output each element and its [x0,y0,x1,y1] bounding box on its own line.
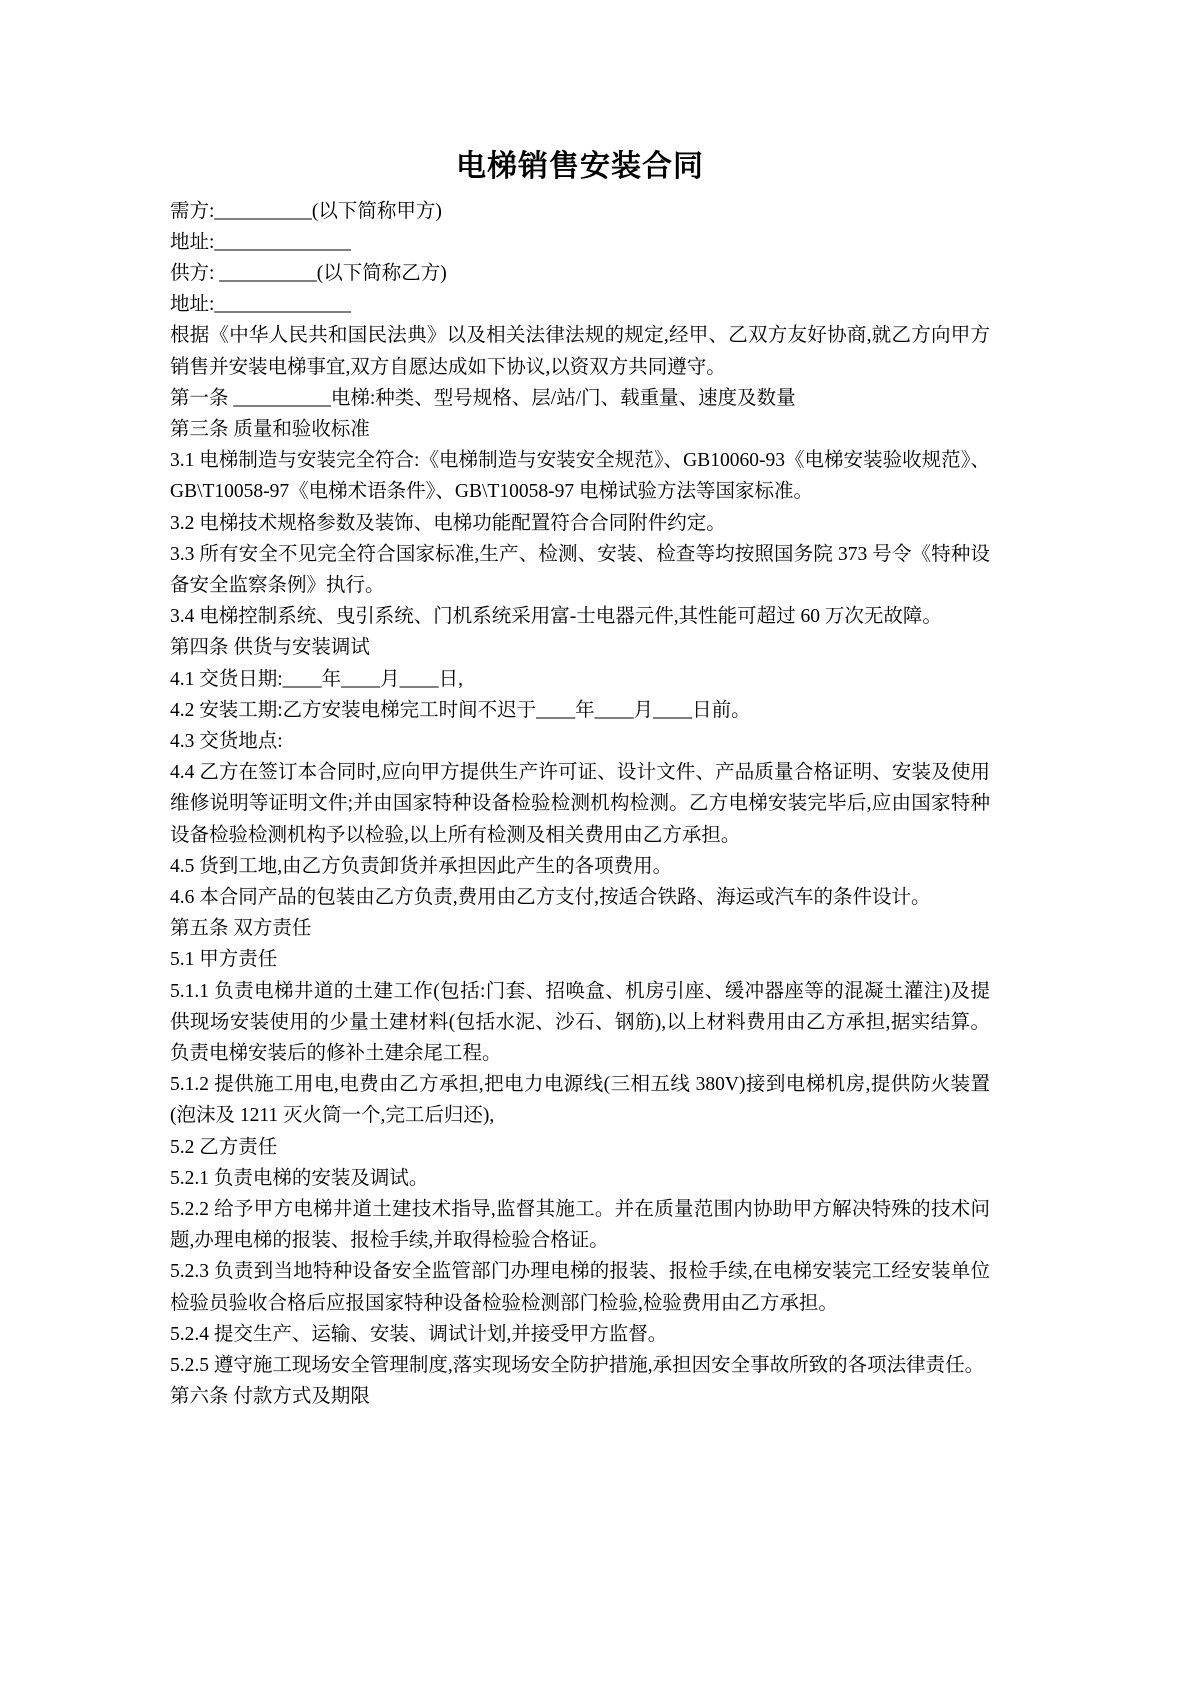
clause-4-5: 4.5 货到工地,由乙方负责卸货并承担因此产生的各项费用。 [170,855,673,877]
clause-4-6: 4.6 本合同产品的包装由乙方负责,费用由乙方支付,按适合铁路、海运或汽车的条件设计。 [170,886,931,908]
clause-5-1-2: 5.1.2 提供施工用电,电费由乙方承担,把电力电源线(三相五线 380V)接到电梯机房,提供防火装置(泡沫及 1211 灭火筒一个,完工后归还), [170,1074,990,1127]
document-body [170,196,990,1413]
clause-5-2-5: 5.2.5 遵守施工现场安全管理制度,落实现场安全防护措施,承担因安全事故所致的各项法律责任。 [170,1355,985,1377]
clause-4-2: 4.2 安装工期:乙方安装电梯完工时间不迟于____年____月____日前。 [170,699,751,721]
clause-5-2-4: 5.2.4 提交生产、运输、安装、调试计划,并接受甲方监督。 [170,1323,668,1345]
article-3-heading: 第三条 质量和验收标准 [170,418,370,440]
clause-5-2-2: 5.2.2 给予甲方电梯井道土建技术指导,监督其施工。并在质量范围内协助甲方解决特殊的技术问题,办理电梯的报装、报检手续,并取得检验合格证。 [170,1199,990,1252]
supplier-address: 地址:______________ [170,294,351,316]
clause-5-2: 5.2 乙方责任 [170,1136,278,1158]
supplier-line: 供方: __________(以下简称乙方) [170,262,447,284]
article-1: 第一条 __________电梯:种类、型号规格、层/站/门、载重量、速度及数量 [170,387,796,409]
clause-4-1: 4.1 交货日期:____年____月____日, [170,668,464,690]
page-title: 电梯销售安装合同 [456,150,704,183]
article-4-heading: 第四条 供货与安装调试 [170,637,370,659]
clause-5-2-3: 5.2.3 负责到当地特种设备安全监管部门办理电梯的报装、报检手续,在电梯安装完工经安装单位检验员验收合格后应报国家特种设备检验检测部门检验,检验费用由乙方承担。 [170,1261,990,1314]
clause-5-1: 5.1 甲方责任 [170,949,278,971]
clause-3-2: 3.2 电梯技术规格参数及装饰、电梯功能配置符合合同附件约定。 [170,512,726,534]
buyer-line: 需方:__________(以下简称甲方) [170,200,442,222]
clause-5-1-1: 5.1.1 负责电梯井道的土建工作(包括:门套、招唤盒、机房引座、缓冲器座等的混凝土灌注)及提供现场安装使用的少量土建材料(包括水泥、沙石、钢筋),以上材料费用由乙方承担,据实结算。负责电梯安装后的修补土建余尾工程。 [170,980,990,1064]
article-6-heading: 第六条 付款方式及期限 [170,1386,370,1408]
clause-3-1: 3.1 电梯制造与安装完全符合:《电梯制造与安装安全规范》、GB10060-93《电梯安装验收规范》、GB\T10058-97《电梯术语条件》、GB\T10058-97 电梯试验方法等国家标准。 [170,450,990,503]
clause-3-3: 3.3 所有安全不见完全符合国家标准,生产、检测、安装、检查等均按照国务院 373 号令《特种设备安全监察条例》执行。 [170,543,990,596]
clause-4-4: 4.4 乙方在签订本合同时,应向甲方提供生产许可证、设计文件、产品质量合格证明、安装及使用维修说明等证明文件;并由国家特种设备检验检测机构检测。乙方电梯安装完毕后,应由国家特种设备检验检测机构予以检验,以上所有检测及相关费用由乙方承担。 [170,762,990,846]
clause-4-3: 4.3 交货地点: [170,730,283,752]
clause-3-4: 3.4 电梯控制系统、曳引系统、门机系统采用富-士电器元件,其性能可超过 60 万次无故障。 [170,606,942,628]
article-5-heading: 第五条 双方责任 [170,918,312,940]
clause-5-2-1: 5.2.1 负责电梯的安装及调试。 [170,1167,429,1189]
preamble: 根据《中华人民共和国民法典》以及相关法律法规的规定,经甲、乙双方友好协商,就乙方向甲方销售并安装电梯事宜,双方自愿达成如下协议,以资双方共同遵守。 [170,325,990,378]
buyer-address: 地址:______________ [170,231,351,253]
